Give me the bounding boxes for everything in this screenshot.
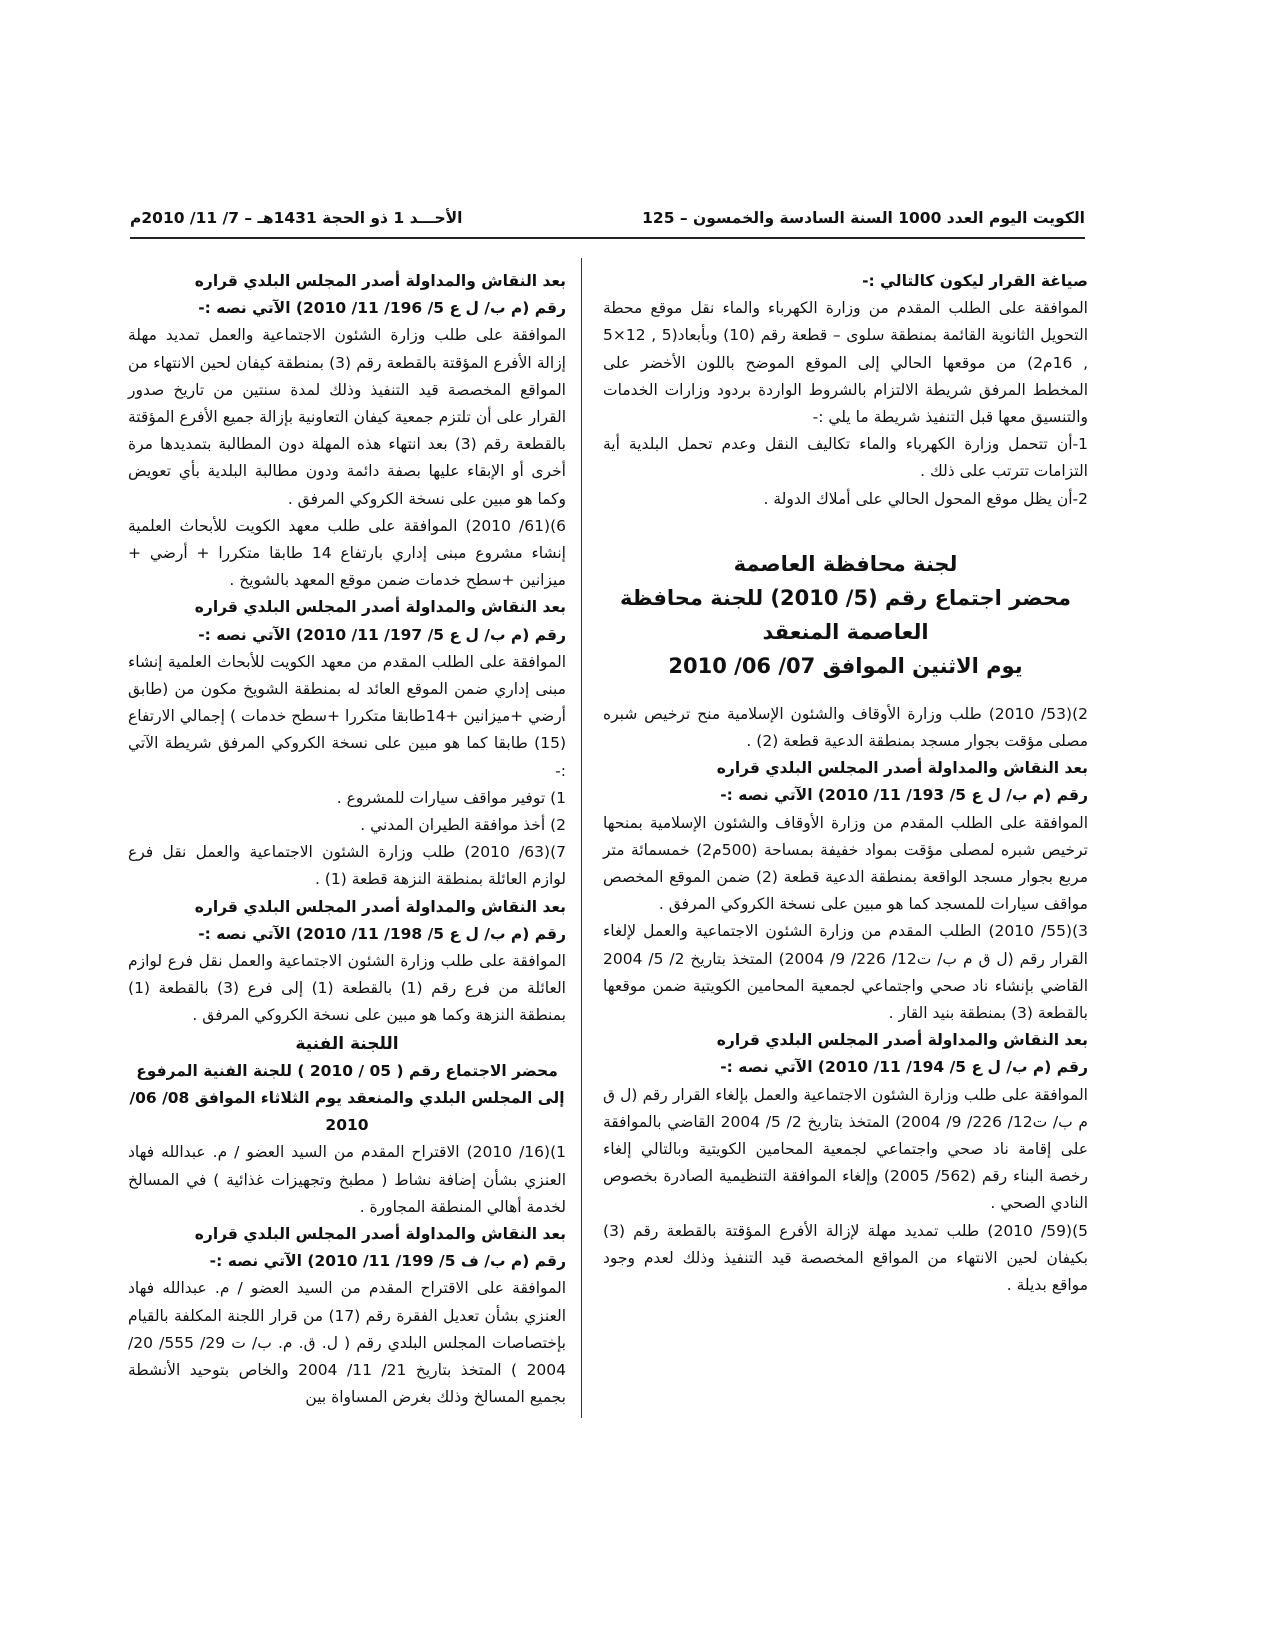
paragraph: 2-أن يظل موقع المحول الحالي على أملاك الدولة . xyxy=(763,489,1088,508)
decision-number: رقم (م ب/ ل ع 5/ 196/ 11/ 2010) الآتي نصه :- xyxy=(198,299,566,318)
decision-intro: بعد النقاش والمداولة أصدر المجلس البلدي قراره xyxy=(194,598,566,617)
paragraph: 3)(55/ 2010) الطلب المقدم من وزارة الشئون الاجتماعية والعمل لإلغاء القرار رقم (ل ق م ب/ ت12/ 226/ 9/ 2004) المتخذ بتاريخ 2/ 5/ 2004 القاضي بإنشاء ناد صحي واجتماعي لجمعية المحامين الكويتية ضمن موقعها بالقطعة (3) بمنطقة بنيد القار . xyxy=(603,922,1088,1023)
paragraph: 5)(59/ 2010) طلب تمديد مهلة لإزالة الأفرع المؤقتة بالقطعة رقم (3) بكيفان لحين الانتهاء من المواقع المخصصة قيد التنفيذ وذلك لعدم وجود مواقع بديلة . xyxy=(603,1221,1088,1295)
column-divider xyxy=(581,258,582,1418)
paragraph: الموافقة على الاقتراح المقدم من السيد العضو / م. عبدالله فهاد العنزي بشأن تعديل الفقرة رقم (17) من قرار اللجنة المكلفة بالقيام بإختصاصات المجلس البلدي رقم ( ل. ق. م. ب/ ت 29/ 555/ 20/ 2004 ) المتخذ بتاريخ 21/ 11/ 2004 والخاص بتوحيد الأنشطة بجميع المسالخ وذلك بغرض المساواة بين xyxy=(128,1279,567,1407)
decision-intro: بعد النقاش والمداولة أصدر المجلس البلدي قراره xyxy=(716,1031,1088,1050)
paragraph: الموافقة على طلب وزارة الشئون الاجتماعية والعمل بإلغاء القرار رقم (ل ق م ب/ ت12/ 226/ 9/ 2004) المتخذ بتاريخ 2/ 5/ 2004 القاضي بالموافقة على إقامة ناد صحي واجتماعي لجمعية المحامين الكويتية وبالتالي إلغاء رخصة البناء رقم (562/ 2005) وإلغاء الموافقة التنظيمية الصادرة بخصوص النادي الصحي . xyxy=(603,1085,1089,1213)
list-item: 1) توفير مواقف سيارات للمشروع . xyxy=(336,788,566,807)
list-item: 2) أخذ موافقة الطيران المدني . xyxy=(360,816,566,835)
page-header xyxy=(130,205,1085,239)
header-publication-info: الكويت اليوم العدد 1000 السنة السادسة والخمسون – 125 xyxy=(642,209,1085,227)
paragraph: 2)(53/ 2010) طلب وزارة الأوقاف والشئون الإسلامية منح ترخيص شبره مصلى مؤقت بجوار مسجد بمنطقة الدعية قطعة (2) . xyxy=(603,704,1088,751)
decision-intro: بعد النقاش والمداولة أصدر المجلس البلدي قراره xyxy=(194,272,566,290)
paragraph: 6)(61/ 2010) الموافقة على طلب معهد الكويت للأبحاث العلمية إنشاء مشروع مبنى إداري بارتفاع 14 طابقا متكررا + أرضي + ميزانين +سطح خدمات ضمن موقع المعهد بالشويخ . xyxy=(128,516,566,590)
header-date: الأحـــد 1 ذو الحجة 1431هـ – 7/ 11/ 2010م xyxy=(130,209,463,227)
right-column xyxy=(603,268,1088,1299)
paragraph: الموافقة على طلب وزارة الشئون الاجتماعية والعمل نقل فرع لوازم العائلة من فرع رقم (1) بالقطعة (1) إلى فرع (3) بالقطعة (1) بمنطقة النزهة وكما هو مبين على نسخة الكروكي المرفق . xyxy=(128,952,566,1025)
paragraph: الموافقة على طلب وزارة الشئون الاجتماعية والعمل تمديد مهلة إزالة الأفرع المؤقتة بالقطعة رقم (3) بمنطقة كيفان لحين الانتهاء من المواقع المخصصة قيد التنفيذ وذلك لمدة سنتين من تاريخ صدور القرار على أن تلتزم جمعية كيفان التعاونية بإزالة جميع الأفرع المؤقتة بالقطعة رقم (3) بعد انتهاء هذه المهلة دون المطالبة بتمديدها مرة أخرى أو الإبقاء عليها بصفة دائمة ودون مطالبة البلدية بأي تعويض وكما هو مبين على نسخة الكروكي المرفق . xyxy=(128,326,567,508)
decision-intro: بعد النقاش والمداولة أصدر المجلس البلدي قراره xyxy=(194,897,566,916)
decision-number: رقم (م ب/ ل ع 5/ 198/ 11/ 2010) الآتي نصه :- xyxy=(198,924,566,943)
paragraph: الموافقة على الطلب المقدم من وزارة الكهرباء والماء نقل موقع محطة التحويل الثانوية القائمة بمنطقة سلوى – قطعة رقم (10) وبأبعاد(5 , 12×5 , 16م2) من موقعها الحالي إلى الموقع الموضح باللون الأخضر على المخطط المرفق شريطة الالتزام بالشروط الواردة بردود وزارات الخدمات والتنسيق معها قبل التنفيذ شريطة ما يلي :- xyxy=(603,299,1089,427)
header-rule xyxy=(130,237,1085,239)
decision-number: رقم (م ب/ ل ع 5/ 197/ 11/ 2010) الآتي نصه :- xyxy=(198,625,566,644)
decision-intro: بعد النقاش والمداولة أصدر المجلس البلدي قراره xyxy=(716,759,1088,778)
section-heading: لجنة محافظة العاصمة xyxy=(733,551,958,576)
paragraph: 7)(63/ 2010) طلب وزارة الشئون الاجتماعية والعمل نقل فرع لوازم العائلة بمنطقة النزهة قطعة (1) . xyxy=(128,843,566,889)
paragraph: الموافقة على الطلب المقدم من معهد الكويت للأبحاث العلمية إنشاء مبنى إداري ضمن الموقع العائد له بمنطقة الشويخ مكون من (طابق أرضي +ميزانين +14طابقا متكررا +سطح خدمات ) إجمالي الارتفاع (15) طابقا كما هو مبين على نسخة الكروكي المرفق شريطة الآتي :- xyxy=(128,652,566,780)
left-column xyxy=(128,268,566,1411)
minutes-heading: العاصمة المنعقد xyxy=(762,619,929,644)
paragraph: صياغة القرار ليكون كالتالي :- xyxy=(862,272,1088,290)
decision-number: رقم (م ب/ ل ع 5/ 194/ 11/ 2010) الآتي نصه :- xyxy=(720,1058,1088,1077)
decision-number: رقم (م ب/ ل ع 5/ 193/ 11/ 2010) الآتي نصه :- xyxy=(720,786,1088,805)
minutes-heading: محضر اجتماع رقم (5/ 2010) للجنة محافظة xyxy=(619,585,1072,610)
section-heading: اللجنة الفنية xyxy=(295,1033,399,1054)
decision-intro: بعد النقاش والمداولة أصدر المجلس البلدي قراره xyxy=(194,1224,566,1243)
decision-number: رقم (م ب/ ف 5/ 199/ 11/ 2010) الآتي نصه :- xyxy=(209,1252,566,1271)
paragraph: 1)(16/ 2010) الاقتراح المقدم من السيد العضو / م. عبدالله فهاد العنزي بشأن إضافة نشاط ( مطبخ وتجهيزات غذائية ) في المسالخ لخدمة أهالي المنطقة المجاورة . xyxy=(128,1143,567,1216)
minutes-heading: محضر الاجتماع رقم ( 05 / 2010 ) للجنة الفنية المرفوع إلى المجلس البلدي والمنعقد يوم الثلاثاء الموافق 08/ 06/ 2010 xyxy=(129,1061,565,1135)
paragraph: الموافقة على الطلب المقدم من وزارة الأوقاف والشئون الإسلامية بمنحها ترخيص شبره لمصلى مؤقت بمواد خفيفة بمساحة (500م2) خمسمائة متر مربع بجوار مسجد الواقعة بمنطقة الدعية قطعة (2) ضمن الموقع المخصص مواقف سيارات للمسجد كما هو مبين على نسخة الكروكي المرفق . xyxy=(603,813,1088,914)
minutes-date: يوم الاثنين الموافق 07/ 06/ 2010 xyxy=(668,653,1023,678)
paragraph: 1-أن تتحمل وزارة الكهرباء والماء تكاليف النقل وعدم تحمل البلدية أية التزامات تترتب على ذلك . xyxy=(603,435,1088,481)
